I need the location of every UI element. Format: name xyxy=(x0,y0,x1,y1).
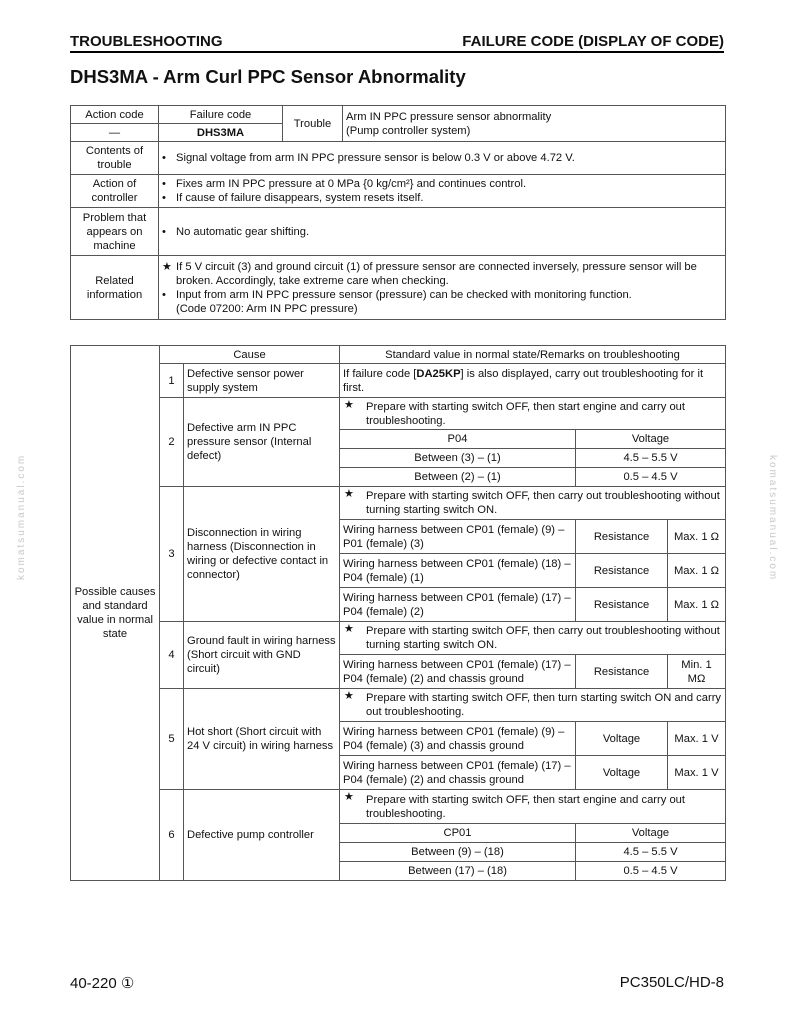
note-text: Prepare with starting switch OFF, then start engine and carry out troubleshooting. xyxy=(366,793,685,820)
table-cell: 4.5 – 5.5 V xyxy=(576,449,726,468)
possible-causes-label: Possible causes and standard value in normal state xyxy=(71,346,160,881)
action-item-1: Fixes arm IN PPC pressure at 0 MPa {0 kg/cm²} and continues control. xyxy=(176,178,527,190)
cause-name: Defective arm IN PPC pressure sensor (Internal defect) xyxy=(184,398,340,487)
cause-name: Defective pump controller xyxy=(184,790,340,881)
star-icon: ★ xyxy=(344,399,355,411)
table-cell: Wiring harness between CP01 (female) (17) – P04 (female) (2) and chassis ground xyxy=(340,655,576,689)
action-code-label: Action code xyxy=(71,106,159,124)
cause-header: Cause xyxy=(160,346,340,364)
note-text: Prepare with starting switch OFF, then carry out troubleshooting without turning starting switch ON. xyxy=(366,490,720,516)
failure-code-label: Failure code xyxy=(159,106,283,124)
related-item-1: If 5 V circuit (3) and ground circuit (1) of pressure sensor are connected inversely, pressure sensor will be broken. Accordingly, take extreme care when checking. xyxy=(176,260,697,287)
table-cell: Resistance xyxy=(576,655,668,689)
cause-note xyxy=(340,689,726,722)
page-header xyxy=(70,33,724,53)
cause-number: 6 xyxy=(160,790,184,881)
failure-info-table xyxy=(70,105,726,320)
table-cell: Max. 1 V xyxy=(668,756,726,790)
action-item-2: If cause of failure disappears, system resets itself. xyxy=(176,192,424,204)
standard-value-header: Standard value in normal state/Remarks on troubleshooting xyxy=(340,346,726,364)
cause-name: Defective sensor power supply system xyxy=(184,364,340,398)
table-cell: Resistance xyxy=(576,520,668,554)
col-header: P04 xyxy=(340,430,576,449)
causes-table xyxy=(70,345,726,881)
table-cell: Wiring harness between CP01 (female) (17) – P04 (female) (2) xyxy=(340,588,576,622)
cause-number: 2 xyxy=(160,398,184,487)
star-icon: ★ xyxy=(344,791,355,803)
remark-text: If failure code [ xyxy=(343,367,417,380)
table-cell: Wiring harness between CP01 (female) (9) – P04 (female) (3) and chassis ground xyxy=(340,722,576,756)
cause-note xyxy=(340,487,726,520)
table-cell: Wiring harness between CP01 (female) (9) – P01 (female) (3) xyxy=(340,520,576,554)
cause-number: 5 xyxy=(160,689,184,790)
col-header: Voltage xyxy=(576,824,726,843)
problem-item: No automatic gear shifting. xyxy=(176,225,310,238)
table-cell: Voltage xyxy=(576,722,668,756)
table-cell: Voltage xyxy=(576,756,668,790)
related-item-2: Input from arm IN PPC pressure sensor (pressure) can be checked with monitoring function. xyxy=(176,288,632,301)
cause-note xyxy=(340,398,726,430)
trouble-line-2: (Pump controller system) xyxy=(346,124,471,137)
note-text: Prepare with starting switch OFF, then turn starting switch ON and carry out troubleshooting. xyxy=(366,692,722,718)
cause-number: 3 xyxy=(160,487,184,622)
note-text: Prepare with starting switch OFF, then start engine and carry out troubleshooting. xyxy=(366,400,685,427)
cause-remark xyxy=(340,364,726,398)
failure-code-ref: DA25KP xyxy=(416,367,461,380)
note-text: Prepare with starting switch OFF, then carry out troubleshooting without turning starting switch ON. xyxy=(366,625,720,651)
remark-text: ] is also displayed, carry out troubleshooting for it first. xyxy=(343,367,704,394)
action-text: • Fixes arm IN PPC pressure at 0 MPa {0 kg/cm²} and continues control. • If cause of failure disappears, system resets itself. xyxy=(159,175,726,208)
header-subsection: FAILURE CODE (DISPLAY OF CODE) xyxy=(462,33,724,50)
cause-note xyxy=(340,790,726,824)
table-cell: Max. 1 Ω xyxy=(668,520,726,554)
table-cell: Wiring harness between CP01 (female) (17) – P04 (female) (2) and chassis ground xyxy=(340,756,576,790)
star-icon: ★ xyxy=(344,690,355,702)
star-icon: ★ xyxy=(344,488,355,500)
page-title: DHS3MA - Arm Curl PPC Sensor Abnormality xyxy=(70,66,466,87)
table-cell: Between (17) – (18) xyxy=(340,862,576,881)
table-cell: 0.5 – 4.5 V xyxy=(576,468,726,487)
contents-item: Signal voltage from arm IN PPC pressure sensor is below 0.3 V or above 4.72 V. xyxy=(176,152,575,164)
col-header: Voltage xyxy=(576,430,726,449)
action-label: Action of controller xyxy=(71,175,159,208)
contents-text: • Signal voltage from arm IN PPC pressure sensor is below 0.3 V or above 4.72 V. xyxy=(159,142,726,175)
related-text: ★ If 5 V circuit (3) and ground circuit (1) of pressure sensor are connected inversely, pressure sensor will be broken. Accordingly, take extreme care when checking. • Input from arm IN PPC pressure sensor (pressure) can be checked with monitoring function. (Code 07200: Arm IN PPC pressure) xyxy=(159,256,726,320)
table-cell: Max. 1 V xyxy=(668,722,726,756)
table-cell: Max. 1 Ω xyxy=(668,588,726,622)
star-icon: ★ xyxy=(344,623,355,635)
related-item-3: (Code 07200: Arm IN PPC pressure) xyxy=(176,302,358,315)
trouble-description xyxy=(343,106,726,142)
cause-number: 4 xyxy=(160,622,184,689)
table-cell: Between (9) – (18) xyxy=(340,843,576,862)
table-cell: Resistance xyxy=(576,588,668,622)
table-cell: Resistance xyxy=(576,554,668,588)
col-header: CP01 xyxy=(340,824,576,843)
table-cell: Wiring harness between CP01 (female) (18) – P04 (female) (1) xyxy=(340,554,576,588)
table-cell: Max. 1 Ω xyxy=(668,554,726,588)
cause-number: 1 xyxy=(160,364,184,398)
table-cell: Min. 1 MΩ xyxy=(668,655,726,689)
trouble-label: Trouble xyxy=(283,106,343,142)
page-number: 40-220 ① xyxy=(70,975,135,992)
watermark-right: komatsumanual.com xyxy=(767,455,778,582)
model-name: PC350LC/HD-8 xyxy=(619,974,724,991)
contents-label: Contents of trouble xyxy=(71,142,159,175)
table-cell: 0.5 – 4.5 V xyxy=(576,862,726,881)
problem-text: • No automatic gear shifting. xyxy=(159,208,726,256)
cause-name: Disconnection in wiring harness (Disconnection in wiring or defective contact in connector) xyxy=(184,487,340,622)
table-cell: Between (3) – (1) xyxy=(340,449,576,468)
cause-name: Hot short (Short circuit with 24 V circuit) in wiring harness xyxy=(184,689,340,790)
failure-code-value: DHS3MA xyxy=(159,124,283,142)
table-cell: 4.5 – 5.5 V xyxy=(576,843,726,862)
trouble-line-1: Arm IN PPC pressure sensor abnormality xyxy=(346,110,552,123)
table-cell: Between (2) – (1) xyxy=(340,468,576,487)
watermark-left: komatsumanual.com xyxy=(16,453,27,580)
related-label: Related information xyxy=(71,256,159,320)
cause-name: Ground fault in wiring harness (Short circuit with GND circuit) xyxy=(184,622,340,689)
problem-label: Problem that appears on machine xyxy=(71,208,159,256)
cause-note xyxy=(340,622,726,655)
header-section: TROUBLESHOOTING xyxy=(70,33,223,50)
action-code-value: — xyxy=(71,124,159,142)
